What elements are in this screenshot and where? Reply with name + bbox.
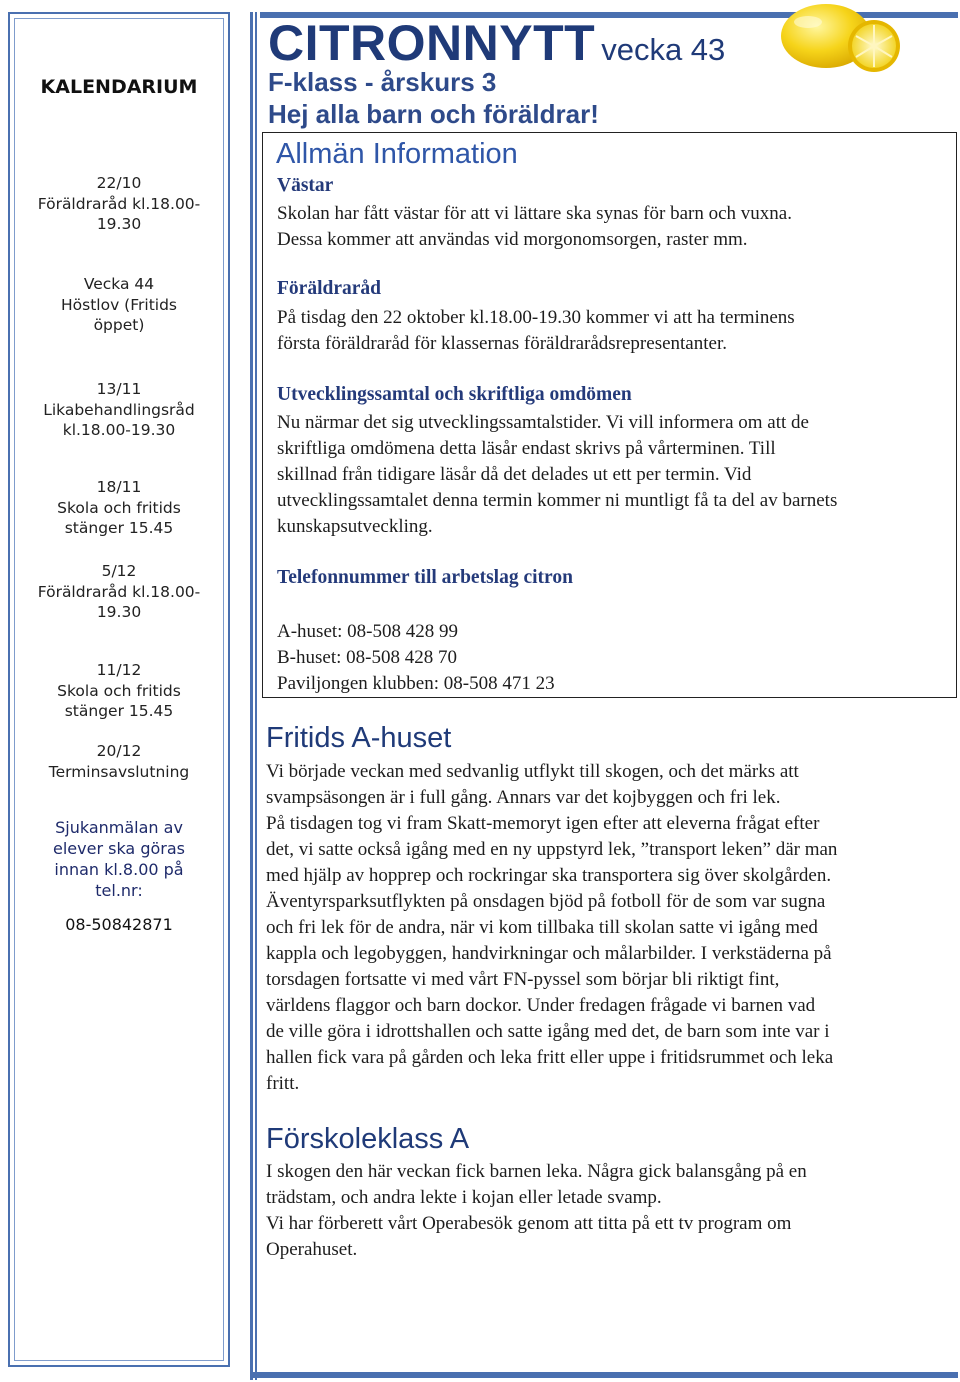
phone-numbers-list: A-huset: 08-508 428 99 B-huset: 08-508 428 70 Paviljongen klubben: 08-508 471 23: [277, 621, 555, 694]
vests-heading: Västar: [277, 175, 334, 196]
fritids-text: Vi började veckan med sedvanlig utflykt till skogen, och det märks att svampsäsongen är i full gång. Annars var det kojbyggen och fri lek. På tisdagen tog vi fram Skatt-memoryt igen efter att eleverna frågat efter det, vi satte också igång med en ny uppstyrd lek, ”transport leken” där man med hjälp av hopprep och rockringar ska transportera sig över skolgården. Äventyrsparksutflykten på onsdagen bjöd på fotboll för de som var sugna och fri lek för de andra, när vi kom tillbaka till skolan satte vi igång med kappla och legobyggen, handvirkningar och målarbilder. I verkstäderna på torsdagen fortsatte vi med vårt FN-pyssel som börjar bli riktigt fint, världens flaggor och barn dockor. Under fredagen frågade vi barnen vad de ville göra i idrottshallen och satte igång med det, de barn som inte var i hallen fick vara på gården och leka fritt eller uppe i fritidsrummet och leka fritt.: [266, 761, 838, 1094]
newsletter-subtitle: [268, 66, 599, 130]
phone-numbers-heading: Telefonnummer till arbetslag citron: [277, 567, 573, 588]
parent-council-text: På tisdag den 22 oktober kl.18.00-19.30 kommer vi att ha terminens första föräldraråd för klassernas föräldrarådsrepresentanter.: [277, 307, 795, 354]
newsletter-week: vecka 43: [601, 32, 726, 67]
frame-bottom-border: [250, 1372, 958, 1378]
calendar-entry: 11/12 Skola och fritids stänger 15.45: [57, 661, 181, 720]
lemon-icon: [778, 0, 904, 84]
greeting: Hej alla barn och föräldrar!: [268, 99, 599, 129]
sick-report-note: Sjukanmälan av elever ska göras innan kl.8.00 på tel.nr:: [53, 818, 185, 900]
calendar-entry: Vecka 44 Höstlov (Fritids öppet): [61, 275, 177, 334]
preschool-class-text: I skogen den här veckan fick barnen leka. Några gick balansgång på en trädstam, och andra lekte i kojan eller letade svamp. Vi har förberett vårt Operabesök genom att titta på ett tv program om Operahuset.: [266, 1161, 807, 1260]
frame-left-border: [250, 12, 260, 1380]
fritids-heading: Fritids A-huset: [266, 722, 452, 754]
newsletter-title: CITRONNYTT: [268, 15, 596, 71]
development-talks-text: Nu närmar det sig utvecklingssamtalstider. Vi vill informera om att de skriftliga omdömena detta läsår endast skrivs på vårterminen. Till skillnad från tidigare läsår då det delades ut ett per termin. Vid utvecklingssamtalet denna termin kommer ni muntligt få ta del av barnets kunskapsutveckling.: [277, 412, 838, 537]
grade-range: F-klass - årskurs 3: [268, 67, 497, 97]
calendar-entry: 22/10 Föräldraråd kl.18.00- 19.30: [37, 174, 201, 233]
calendar-entry: 18/11 Skola och fritids stänger 15.45: [57, 478, 181, 537]
calendar-entry: 5/12 Föräldraråd kl.18.00- 19.30: [37, 562, 201, 621]
vests-text: Skolan har fått västar för att vi lättare ska synas för barn och vuxna. Dessa kommer att användas vid morgonomsorgen, raster mm.: [277, 203, 792, 250]
calendar-entry: 13/11 Likabehandlingsråd kl.18.00-19.30: [43, 380, 195, 439]
calendar-title: KALENDARIUM: [40, 76, 198, 98]
general-info-heading: Allmän Information: [276, 138, 518, 170]
sick-report-phone: 08-50842871: [65, 915, 173, 934]
parent-council-heading: Föräldraråd: [277, 278, 381, 299]
preschool-class-heading: Förskoleklass A: [266, 1123, 470, 1155]
development-talks-heading: Utvecklingssamtal och skriftliga omdömen: [277, 384, 632, 405]
newsletter-masthead: [268, 14, 725, 72]
calendar-entry: 20/12 Terminsavslutning: [48, 742, 190, 781]
